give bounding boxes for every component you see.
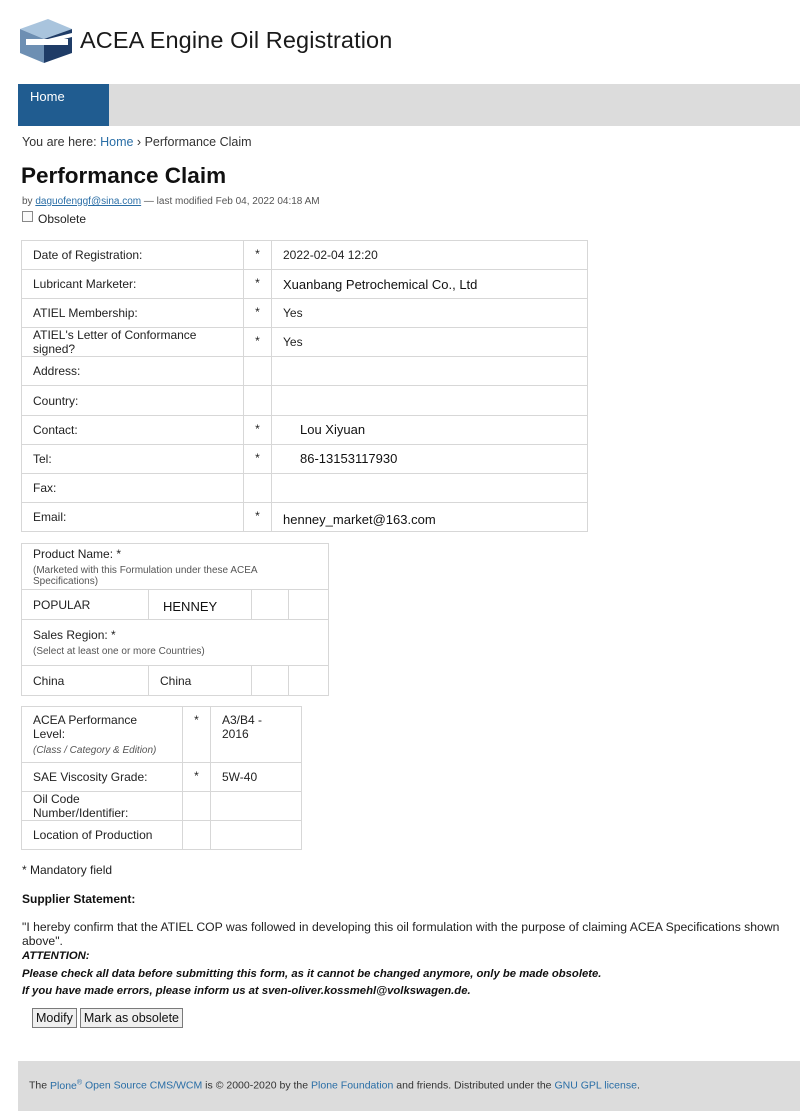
table-row [22, 792, 302, 821]
page-title: Performance Claim [21, 163, 227, 188]
attention-line: Please check all data before submitting this form, as it cannot be changed anymore, only be made obsolete. [22, 967, 602, 980]
attention-line: If you have made errors, please inform us at sven-oliver.kossmehl@volkswagen.de. [22, 985, 471, 997]
mandatory-star [183, 821, 211, 850]
site-logo[interactable] [18, 17, 74, 65]
table-row [22, 666, 329, 696]
product-name-label: Product Name: * [33, 546, 122, 561]
acea-level-label-cell [22, 707, 183, 763]
table-row [22, 544, 329, 590]
site-title[interactable]: ACEA Engine Oil Registration [80, 27, 393, 53]
acea-cube-logo-icon [18, 17, 74, 65]
footer [18, 1061, 800, 1111]
sales-region-label: Sales Region: * [33, 628, 116, 642]
field-label: Oil Code Number/Identifier: [22, 792, 183, 821]
product-name-cell [289, 590, 329, 620]
breadcrumb-current: Performance Claim [144, 135, 252, 149]
supplier-statement: "I hereby confirm that the ATIEL COP was followed in developing this oil formulation with the purpose of claiming ACEA Specifications shown above". [22, 920, 780, 948]
table-row [22, 444, 588, 473]
mandatory-star: * [183, 707, 211, 763]
breadcrumb-separator: › [136, 135, 142, 149]
registered-mark: ® [76, 1079, 83, 1086]
byline-by: by [22, 196, 33, 207]
footer-the: The [29, 1079, 48, 1092]
field-label: ATIEL Membership: [22, 299, 244, 328]
field-label: Fax: [22, 473, 244, 502]
table-row [22, 415, 588, 444]
attention-heading: ATTENTION: [22, 950, 90, 962]
product-name-cell: HENNEY [149, 590, 252, 620]
mark-obsolete-button[interactable]: Mark as obsolete [80, 1008, 183, 1028]
field-label: Tel: [22, 444, 244, 473]
mandatory-star: * [244, 444, 272, 473]
breadcrumb [22, 135, 252, 149]
mandatory-star: * [183, 763, 211, 792]
footer-is: is [205, 1079, 213, 1092]
table-row [22, 763, 302, 792]
field-value: Lou Xiyuan [272, 415, 588, 444]
obsolete-checkbox-row [22, 212, 86, 226]
sales-region-hint: (Select at least one or more Countries) [33, 646, 205, 657]
field-value: Yes [272, 328, 588, 357]
field-label: Email: [22, 502, 244, 531]
footer-years: 2000-2020 by the [226, 1079, 309, 1092]
mandatory-star [244, 386, 272, 415]
field-value: 2022-02-04 12:20 [272, 241, 588, 270]
main-nav [18, 84, 800, 126]
sales-region-cell [289, 666, 329, 696]
nav-home-tab[interactable]: Home [18, 84, 109, 126]
footer-friends: and friends. Distributed under the [396, 1079, 552, 1092]
field-value: Xuanbang Petrochemical Co., Ltd [272, 270, 588, 299]
field-value [272, 357, 588, 386]
acea-level-value: A3/B4 - 2016 [211, 707, 302, 763]
product-name-cell [252, 590, 289, 620]
plone-link[interactable] [50, 1080, 82, 1092]
field-value [211, 792, 302, 821]
field-label: SAE Viscosity Grade: [22, 763, 183, 792]
sales-region-cell [252, 666, 289, 696]
sales-region-header [22, 620, 329, 666]
supplier-heading: Supplier Statement: [22, 892, 136, 906]
field-value [211, 821, 302, 850]
field-label: Country: [22, 386, 244, 415]
breadcrumb-prefix: You are here: [22, 135, 97, 149]
table-row [22, 590, 329, 620]
open-source-link[interactable]: Open Source CMS/WCM [84, 1079, 203, 1092]
breadcrumb-home-link[interactable]: Home [100, 135, 134, 149]
mandatory-star: * [244, 270, 272, 299]
field-label: Contact: [22, 415, 244, 444]
table-row [22, 707, 302, 763]
product-name-header [22, 544, 329, 590]
table-row [22, 328, 588, 357]
product-name-cell: POPULAR [22, 590, 149, 620]
field-value [272, 386, 588, 415]
field-value: 5W-40 [211, 763, 302, 792]
table-row [22, 357, 588, 386]
last-modified: — last modified Feb 04, 2022 04:18 AM [143, 196, 320, 207]
field-label: ATIEL's Letter of Conformance signed? [22, 328, 244, 357]
field-value: 86-13153117930 [272, 444, 588, 473]
table-row [22, 620, 329, 666]
table-row [22, 473, 588, 502]
field-value: henney_market@163.com [272, 502, 588, 531]
acea-level-hint: (Class / Category & Edition) [33, 745, 157, 756]
sales-region-cell: China [149, 666, 252, 696]
field-label: Location of Production [22, 821, 183, 850]
mandatory-star [244, 357, 272, 386]
field-value: Yes [272, 299, 588, 328]
sales-region-cell: China [22, 666, 149, 696]
action-buttons [32, 1008, 183, 1028]
mandatory-star: * [244, 299, 272, 328]
plone-foundation-link[interactable]: Plone Foundation [311, 1079, 394, 1092]
obsolete-checkbox[interactable] [22, 211, 33, 222]
mandatory-star: * [244, 415, 272, 444]
footer-period: . [636, 1079, 640, 1092]
mandatory-star [244, 473, 272, 502]
product-name-hint: (Marketed with this Formulation under these ACEA Specifications) [33, 564, 257, 587]
obsolete-label: Obsolete [38, 212, 87, 226]
mandatory-star: * [244, 502, 272, 531]
table-row [22, 386, 588, 415]
mandatory-star: * [244, 328, 272, 357]
field-label: Date of Registration: [22, 241, 244, 270]
table-row [22, 241, 588, 270]
mandatory-note: * Mandatory field [22, 863, 113, 877]
acea-level-label: ACEA Performance Level: [33, 713, 138, 741]
product-table [21, 543, 329, 696]
byline [22, 196, 320, 207]
table-row [22, 821, 302, 850]
author-link[interactable]: daguofenggf@sina.com [35, 196, 142, 207]
table-row [22, 270, 588, 299]
table-row [22, 502, 588, 531]
footer-text [29, 1079, 640, 1092]
mandatory-star: * [244, 241, 272, 270]
specification-table [21, 706, 302, 850]
field-value [272, 473, 588, 502]
mandatory-star [183, 792, 211, 821]
attention-block [22, 948, 601, 1001]
copyright-icon: © [215, 1079, 224, 1092]
registration-table [21, 240, 588, 532]
field-label: Lubricant Marketer: [22, 270, 244, 299]
field-label: Address: [22, 357, 244, 386]
table-row [22, 299, 588, 328]
modify-button[interactable]: Modify [32, 1008, 77, 1028]
plone-link-label: Plone [50, 1079, 77, 1092]
gpl-license-link[interactable]: GNU GPL license [554, 1079, 637, 1092]
